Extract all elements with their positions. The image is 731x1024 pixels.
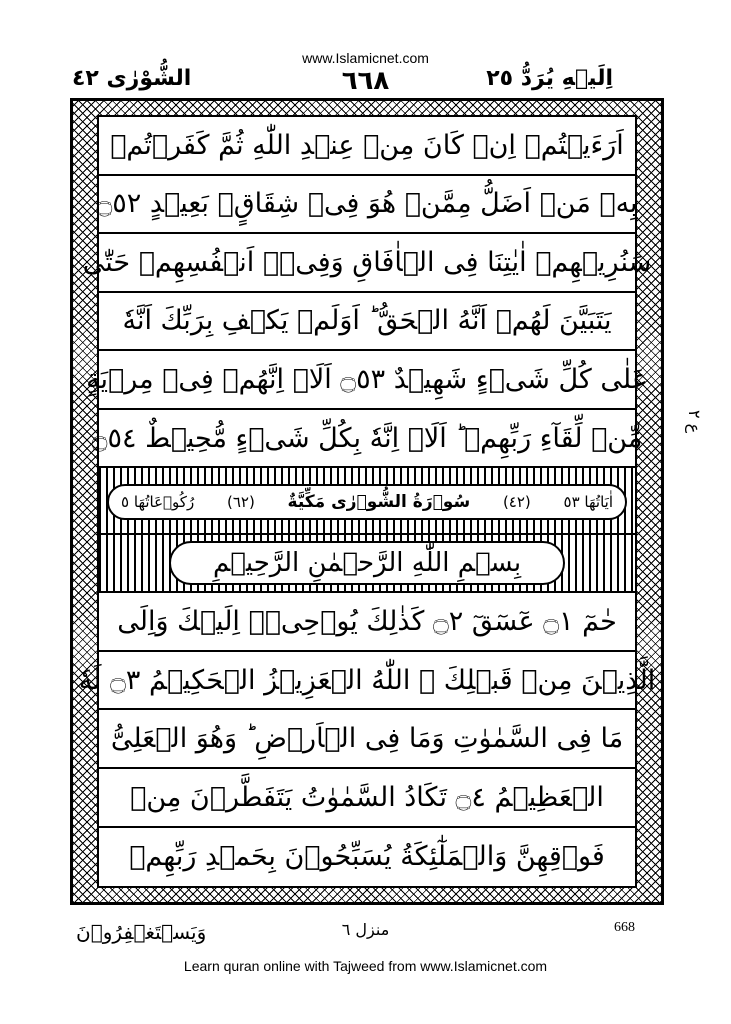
verse-line: اَرَءَيۡتُمۡ اِنۡ كَانَ مِنۡ عِنۡدِ اللّٰهِ ثُمَّ كَفَرۡتُمۡ [99, 117, 635, 176]
verse-line: عَلٰى كُلِّ شَىۡءٍ شَهِيۡدٌ ۝٥٣ اَلَاۤ اِنَّهُمۡ فِىۡ مِرۡيَةٍ [99, 351, 635, 410]
site-url[interactable]: www.Islamicnet.com [302, 50, 429, 66]
page-frame-border [70, 98, 664, 905]
page-number-arabic: ٦٦٨ [341, 66, 390, 96]
page-number: 668 [614, 920, 635, 935]
ayat-count: اٰيَاتُهَا ٥٣ [563, 493, 613, 512]
ruku-count: رُكُوۡعَاتُهَا ٥ [121, 493, 195, 512]
surah-title: سُوۡرَةُ الشُّوۡرٰى مَكِّيَّةٌ [287, 492, 471, 513]
bismillah-ornament [99, 535, 635, 594]
manzil-label: منزل ٦ [341, 920, 390, 939]
verse-line: الَّذِيۡنَ مِنۡ قَبۡلِكَ ۙ اللّٰهُ الۡعَزِيۡزُ الۡحَكِيۡمُ ۝٣ لَهٗ [99, 652, 635, 711]
verse-line: فَوۡقِهِنَّ وَالۡمَلٰٓئِكَةُ يُسَبِّحُوۡنَ بِحَمۡدِ رَبِّهِمۡ [129, 841, 605, 873]
verse-line: يَتَبَيَّنَ لَهُمۡ اَنَّهُ الۡحَقُّ ؕ اَوَلَمۡ يَكۡفِ بِرَبِّكَ اَنَّهٗ [99, 293, 635, 352]
footer-tagline[interactable]: Learn quran online with Tajweed from www.Islamicnet.com [183, 958, 548, 974]
surah-header-band [107, 484, 627, 520]
verse-line: مِّنۡ لِّقَآءِ رَبِّهِمۡ ؕ اَلَاۤ اِنَّهٗ بِكُلِّ شَىۡءٍ مُّحِيۡطٌ ۝٥٤ [99, 410, 635, 469]
juz-name: اِلَيۡهِ يُرَدُّ ٢٥ [486, 66, 613, 91]
verse-line: سَنُرِيۡهِمۡ اٰيٰتِنَا فِى الۡاٰفَاقِ وَفِىۡۤ اَنۡفُسِهِمۡ حَتّٰى [99, 234, 635, 293]
ruku-marker: ع ٢ [685, 410, 704, 434]
surah-order: (٤٢) [502, 493, 531, 512]
revelation-order: (٦٢) [226, 493, 255, 512]
text-panel [78, 115, 656, 888]
surah-name-header: الشُّوْرٰى ٤٢ [72, 66, 192, 91]
bismillah: بِسۡمِ اللّٰهِ الرَّحۡمٰنِ الرَّحِيۡمِ [169, 541, 565, 586]
verse-line: بِهٖ مَنۡ اَضَلُّ مِمَّنۡ هُوَ فِىۡ شِقَاقٍۢ بَعِيۡدٍ ۝٥٢ [99, 176, 635, 235]
surah-header-ornament [99, 468, 635, 534]
verse-line: الۡعَظِيۡمُ ۝٤ تَكَادُ السَّمٰوٰتُ يَتَفَطَّرۡنَ مِنۡ [99, 769, 635, 828]
verse-line: مَا فِى السَّمٰوٰتِ وَمَا فِى الۡاَرۡضِ ؕ وَهُوَ الۡعَلِىُّ [99, 710, 635, 769]
verse-line: حٰمٓ ۝١ عٓسٓقٓ ۝٢ كَذٰلِكَ يُوۡحِىۡۤ اِلَيۡكَ وَاِلَى [99, 593, 635, 652]
catchword: وَيَسۡتَغۡفِرُوۡنَ [76, 920, 207, 944]
